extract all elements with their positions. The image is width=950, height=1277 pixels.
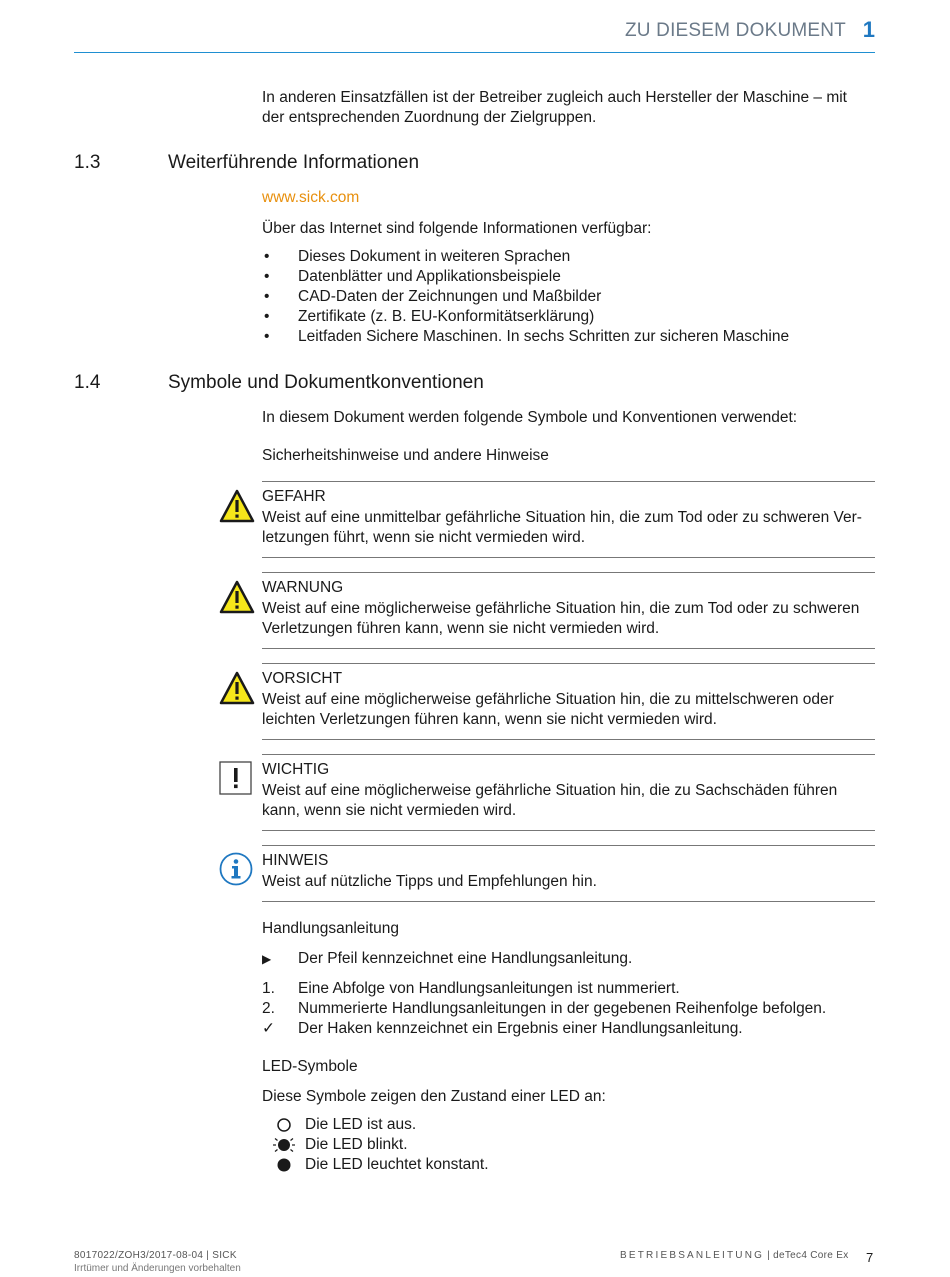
list-item: • Datenblätter und Applikationsbeispiele: [262, 267, 872, 287]
arrow-right-icon: ▶: [262, 952, 272, 966]
notice-divider: [262, 663, 875, 664]
notice-divider: [262, 845, 875, 846]
info-list: [262, 247, 872, 347]
notice-text-line: letzungen führt, wenn sie nicht vermieden wird.: [262, 529, 586, 546]
chapter-number: 1: [862, 17, 875, 42]
notice-divider: [262, 830, 875, 831]
led-heading: LED-Symbole: [262, 1058, 358, 1075]
notice-divider: [262, 754, 875, 755]
led-off-icon: [272, 1117, 296, 1133]
warning-triangle-icon: [219, 580, 253, 614]
section-number: 1.4: [74, 372, 101, 393]
notice-title: GEFAHR: [262, 488, 326, 505]
led-lead: Diese Symbole zeigen den Zustand einer LED an:: [262, 1088, 606, 1105]
section-lead: Über das Internet sind folgende Informationen verfügbar:: [262, 220, 652, 237]
step-text: Nummerierte Handlungsanleitungen in der gegebenen Reihenfolge befolgen.: [298, 1000, 827, 1017]
footer-manual-label: BETRIEBSANLEITUNG: [620, 1250, 765, 1261]
led-blinking-icon: [272, 1137, 296, 1153]
intro-paragraph: In anderen Einsatzfällen ist der Betreiber zugleich auch Hersteller der Maschine – mit der entsprechenden Zuordnung der Zielgruppen.: [262, 89, 847, 126]
notice-text-line: Weist auf nützliche Tipps und Empfehlungen hin.: [262, 873, 597, 890]
step-number: 2.: [262, 1000, 275, 1017]
page-number: 7: [866, 1250, 874, 1265]
step-text: Der Haken kennzeichnet ein Ergebnis einer Handlungsanleitung.: [298, 1020, 743, 1037]
led-state-text: Die LED ist aus.: [305, 1116, 417, 1133]
warning-triangle-icon: [219, 489, 253, 523]
instructions-heading: Handlungsanleitung: [262, 920, 400, 937]
website-link[interactable]: www.sick.com: [262, 189, 360, 206]
notice-title: VORSICHT: [262, 670, 343, 687]
running-header-title: ZU DIESEM DOKUMENT: [624, 20, 846, 41]
exclamation-box-icon: [219, 761, 253, 795]
checkmark-icon: ✓: [262, 1020, 275, 1037]
notice-text-line: Weist auf eine möglicherweise gefährliche Situation hin, die zu Sachschäden führen: [262, 782, 838, 799]
notice-text-line: kann, wenn sie nicht vermieden wird.: [262, 802, 517, 819]
arrow-step: [262, 949, 632, 969]
list-item: • Leitfaden Sichere Maschinen. In sechs Schritten zur sicheren Maschine: [262, 327, 872, 347]
list-item: • Zertifikate (z. B. EU-Konformitätserklärung): [262, 307, 872, 327]
notice-text-line: leichten Verletzungen führen kann, wenn sie nicht vermieden wird.: [262, 711, 717, 728]
notice-text-line: Weist auf eine unmittelbar gefährliche Situation hin, die zum Tod oder zu schweren Ver-: [262, 509, 862, 526]
led-state-text: Die LED leuchtet konstant.: [305, 1156, 489, 1173]
notice-divider: [262, 901, 875, 902]
footer-document-id: 8017022/ZOH3/2017-08-04 | SICK: [74, 1250, 237, 1261]
list-item: • CAD-Daten der Zeichnungen und Maßbilder: [262, 287, 872, 307]
notice-title: WICHTIG: [262, 761, 330, 778]
warning-triangle-icon: [219, 671, 253, 705]
footer-disclaimer: Irrtümer und Änderungen vorbehalten: [74, 1263, 241, 1274]
notice-divider: [262, 648, 875, 649]
notice-title: WARNUNG: [262, 579, 344, 596]
section-number: 1.3: [74, 152, 101, 173]
step-text: Der Pfeil kennzeichnet eine Handlungsanleitung.: [298, 950, 633, 967]
header-divider: [74, 52, 875, 53]
info-circle-icon: [219, 852, 253, 886]
notice-divider: [262, 572, 875, 573]
notice-divider: [262, 557, 875, 558]
step-number: 1.: [262, 980, 275, 997]
notice-divider: [262, 481, 875, 482]
section-title: Weiterführende Informationen: [168, 152, 420, 173]
notice-divider: [262, 739, 875, 740]
notice-text-line: Weist auf eine möglicherweise gefährliche Situation hin, die zu mittelschweren oder: [262, 691, 834, 708]
led-on-icon: [272, 1157, 296, 1173]
led-state-text: Die LED blinkt.: [305, 1136, 408, 1153]
step-text: Eine Abfolge von Handlungsanleitungen ist nummeriert.: [298, 980, 680, 997]
notice-text-line: Weist auf eine möglicherweise gefährliche Situation hin, die zum Tod oder zu schweren: [262, 600, 860, 617]
footer-manual-info: [620, 1250, 849, 1261]
result-step: [262, 1019, 743, 1039]
footer-separator: |: [764, 1250, 774, 1261]
list-item: • Dieses Dokument in weiteren Sprachen: [262, 247, 872, 267]
footer-product: deTec4 Core Ex: [773, 1250, 849, 1261]
section-title: Symbole und Dokumentkonventionen: [168, 372, 484, 393]
notice-text-line: Verletzungen führen kann, wenn sie nicht vermieden wird.: [262, 620, 660, 637]
numbered-step: [262, 999, 826, 1019]
notices-heading: Sicherheitshinweise und andere Hinweise: [262, 447, 549, 464]
numbered-step: [262, 979, 680, 999]
section-lead: In diesem Dokument werden folgende Symbole und Konventionen verwendet:: [262, 409, 798, 426]
notice-title: HINWEIS: [262, 852, 329, 869]
